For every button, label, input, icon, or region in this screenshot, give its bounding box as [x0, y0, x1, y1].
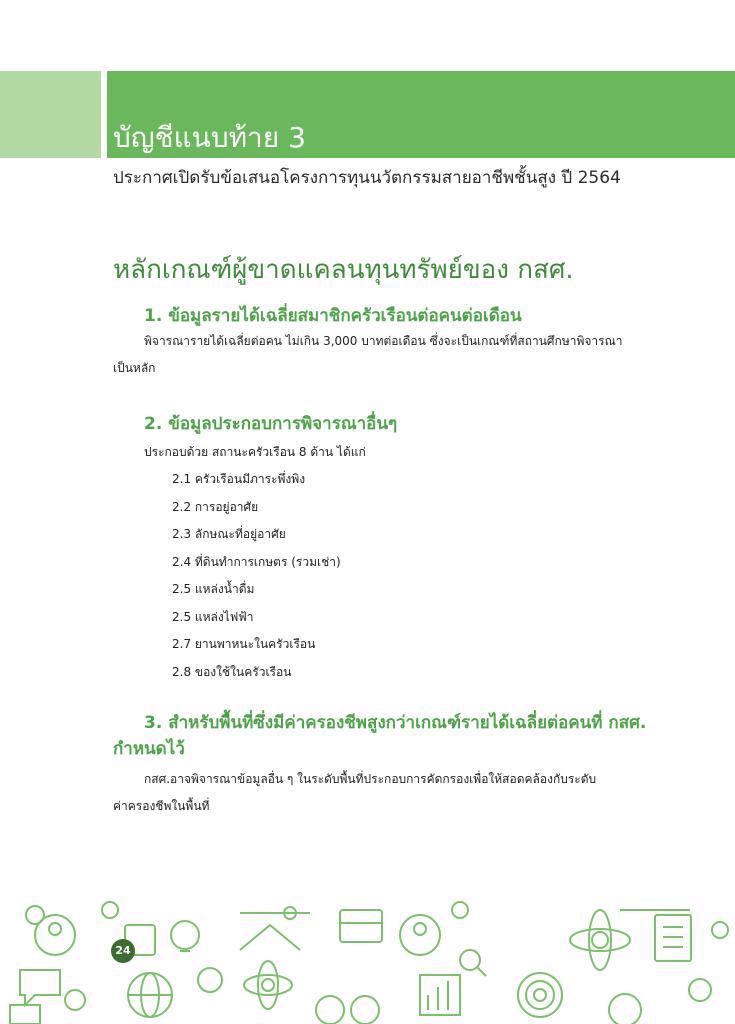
- target-icon: [518, 973, 562, 1017]
- page-number-badge: 24: [111, 939, 135, 963]
- main-heading: หลักเกณฑ์ผู้ขาดแคลนทุนทรัพย์ของ กสศ.: [113, 255, 574, 285]
- gear-icon: [712, 922, 728, 938]
- book-icon: [10, 1005, 40, 1024]
- section-2-intro: ประกอบด้วย สถานะครัวเรือน 8 ด้าน ได้แก่: [144, 445, 366, 459]
- section-3-text-line-1: กสศ.อาจพิจารณาข้อมูลอื่น ๆ ในระดับพื้นที่ประกอบการคัดกรองเพื่อให้สอดคล้องกับระดับ: [144, 772, 597, 786]
- section-2-title: 2. ข้อมูลประกอบการพิจารณาอื่นๆ: [144, 414, 398, 434]
- section-3-title-line-1: 3. สำหรับพื้นที่ซึ่งมีค่าครองชีพสูงกว่าเกณฑ์รายได้เฉลี่ยต่อคนที่ กสศ.: [144, 713, 647, 733]
- header-band-accent: [0, 71, 101, 158]
- appendix-title: บัญชีแนบท้าย 3: [113, 121, 306, 154]
- gear-icon: [689, 979, 711, 1001]
- document-subtitle: ประกาศเปิดรับข้อเสนอโครงการทุนนวัตกรรมสายอาชีพชั้นสูง ปี 2564: [113, 168, 621, 188]
- section-1-text-line-1: พิจารณารายได้เฉลี่ยต่อคน ไม่เกิน 3,000 บาทต่อเดือน ซึ่งจะเป็นเกณฑ์ที่สถานศึกษาพิจารณา: [144, 334, 623, 348]
- chat-icon: [20, 970, 60, 1005]
- eye-icon: [65, 990, 85, 1010]
- lightbulb-icon: [171, 921, 199, 949]
- person-icon: [316, 996, 344, 1024]
- gear-icon: [452, 902, 468, 918]
- person-icon: [351, 996, 379, 1024]
- section-3-title-line-2: กำหนดไว้: [113, 739, 185, 759]
- footer-pattern: [0, 895, 735, 1024]
- list-item: 2.1 ครัวเรือนมีภาระพึ่งพิง: [172, 472, 306, 486]
- list-item: 2.5 แหล่งน้ำดื่ม: [172, 582, 255, 596]
- list-item: 2.2 การอยู่อาศัย: [172, 499, 259, 514]
- section-1-title: 1. ข้อมูลรายได้เฉลี่ยสมาชิกครัวเรือนต่อคนต่อเดือน: [144, 306, 522, 326]
- atom-icon: [592, 932, 608, 948]
- person-icon: [609, 994, 641, 1024]
- lightbulb-icon: [198, 968, 222, 992]
- list-item: 2.4 ที่ดินทำการเกษตร (รวมเช่า): [172, 554, 341, 569]
- household-criteria-list: [172, 466, 341, 686]
- list-item: 2.7 ยานพาหนะในครัวเรือน: [172, 637, 316, 651]
- atom-icon: [262, 979, 274, 991]
- gear-icon: [102, 902, 118, 918]
- chart-icon: [420, 975, 460, 1015]
- list-item: 2.3 ลักษณะที่อยู่อาศัย: [172, 527, 286, 541]
- section-1-text-line-2: เป็นหลัก: [113, 361, 156, 375]
- section-3-text-line-2: ค่าครองชีพในพื้นที่: [113, 799, 210, 813]
- list-item: 2.5 แหล่งไฟฟ้า: [172, 609, 254, 624]
- briefcase-icon: [340, 910, 382, 942]
- list-item: 2.8 ของใช้ในครัวเรือน: [172, 664, 292, 679]
